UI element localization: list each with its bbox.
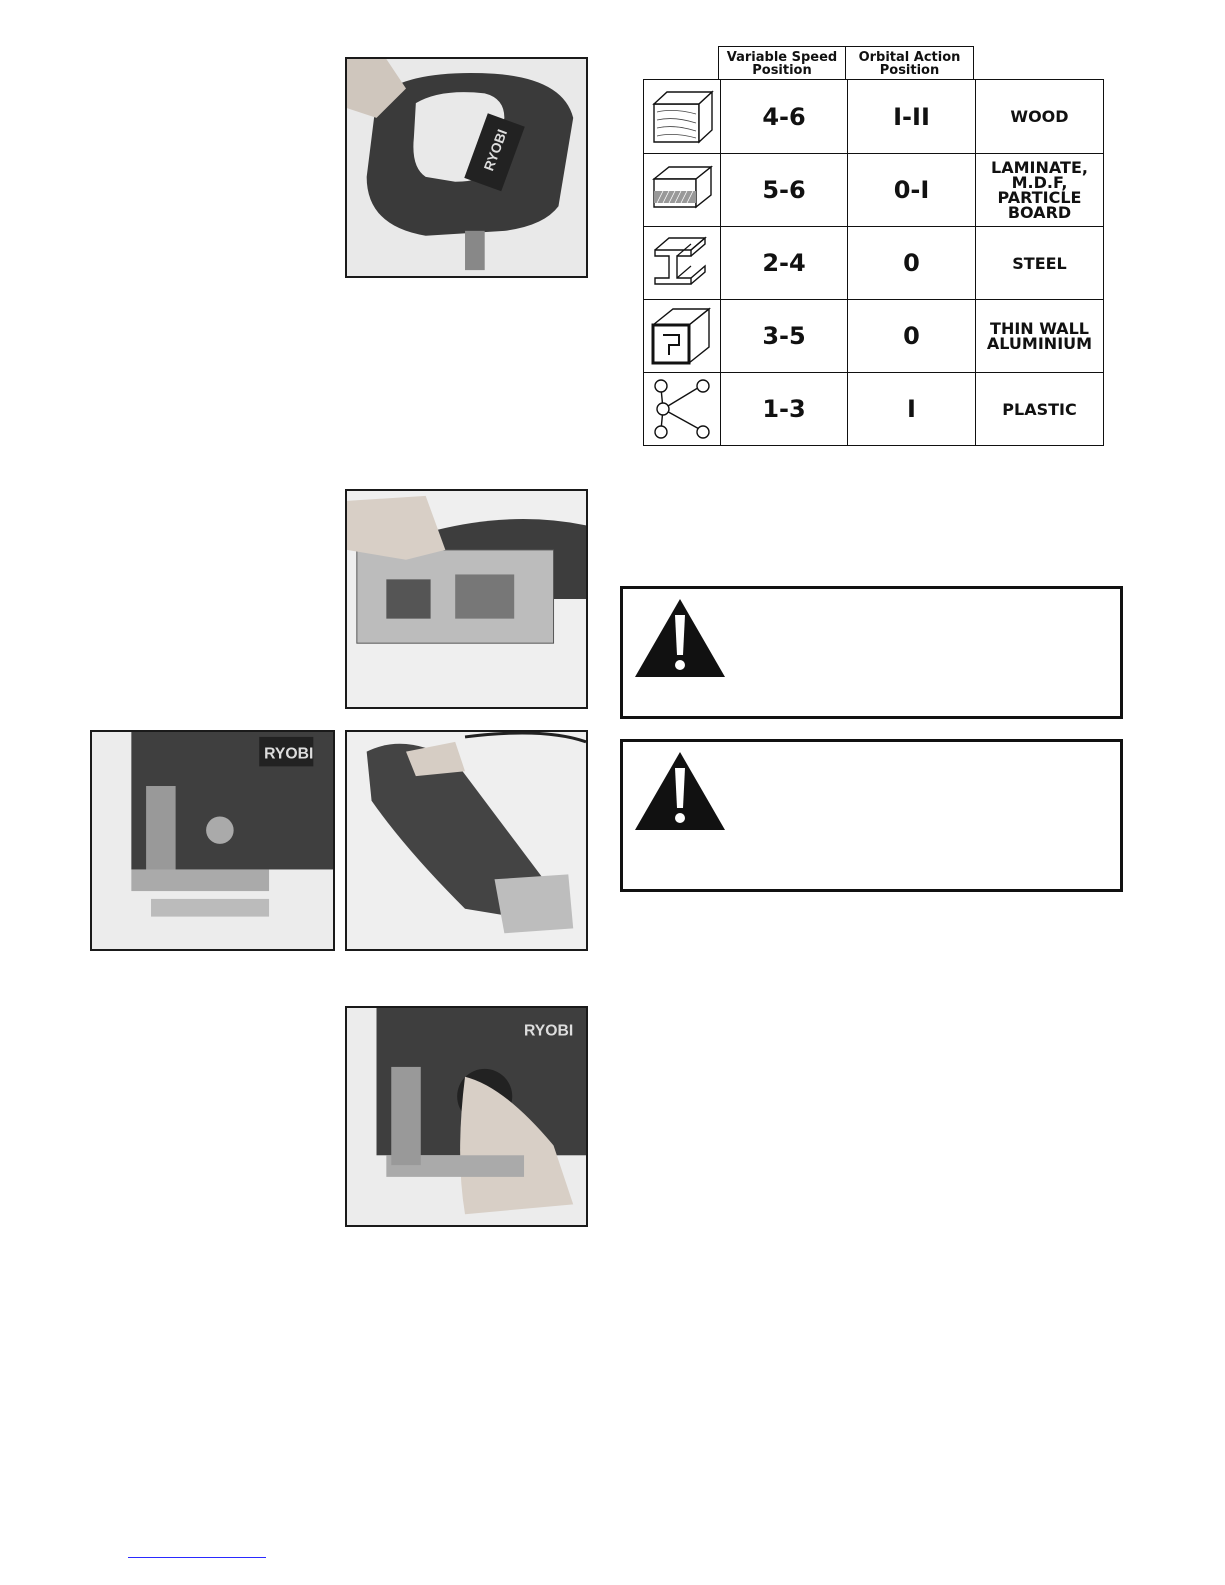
material-label: PLASTIC <box>975 373 1103 445</box>
warning-box <box>620 586 1123 719</box>
material-label: STEEL <box>975 227 1103 299</box>
warning-box <box>620 739 1123 892</box>
speed-value: 4-6 <box>720 80 847 153</box>
speed-value: 1-3 <box>720 373 847 445</box>
orbital-value: 0 <box>847 227 975 299</box>
orbital-value: 0-I <box>847 154 975 226</box>
svg-text:RYOBI: RYOBI <box>264 745 314 763</box>
laminate-board-icon <box>649 159 715 221</box>
plastic-molecule-icon <box>649 378 715 440</box>
material-label: LAMINATE, M.D.F, PARTICLE BOARD <box>975 154 1103 226</box>
header-variable-speed: Variable Speed Position <box>718 46 846 79</box>
speed-value: 5-6 <box>720 154 847 226</box>
table-row <box>644 226 1103 299</box>
footer-underline <box>128 1557 266 1558</box>
wood-block-icon <box>649 86 715 148</box>
steel-beam-icon <box>649 232 715 294</box>
blade-insert-photo <box>345 489 588 709</box>
svg-text:RYOBI: RYOBI <box>524 1022 574 1040</box>
orbital-value: 0 <box>847 300 975 372</box>
material-label: THIN WALL ALUMINIUM <box>975 300 1103 372</box>
warning-triangle-icon <box>633 597 727 679</box>
warning-triangle-icon <box>633 750 727 832</box>
table-row <box>644 299 1103 372</box>
table-row <box>644 372 1103 445</box>
table-row <box>644 80 1103 153</box>
aluminium-profile-icon <box>649 305 715 367</box>
blade-guide-photo <box>90 730 335 951</box>
speed-value: 2-4 <box>720 227 847 299</box>
header-orbital-action: Orbital Action Position <box>845 46 974 79</box>
orbital-knob-photo <box>345 1006 588 1227</box>
jigsaw-handle-photo <box>345 57 588 278</box>
material-label: WOOD <box>975 80 1103 153</box>
orbital-value: I <box>847 373 975 445</box>
orbital-value: I-II <box>847 80 975 153</box>
svg-text:RYOBI: RYOBI <box>481 127 511 173</box>
speed-value: 3-5 <box>720 300 847 372</box>
jigsaw-cutting-photo <box>345 730 588 951</box>
table-row <box>644 153 1103 226</box>
